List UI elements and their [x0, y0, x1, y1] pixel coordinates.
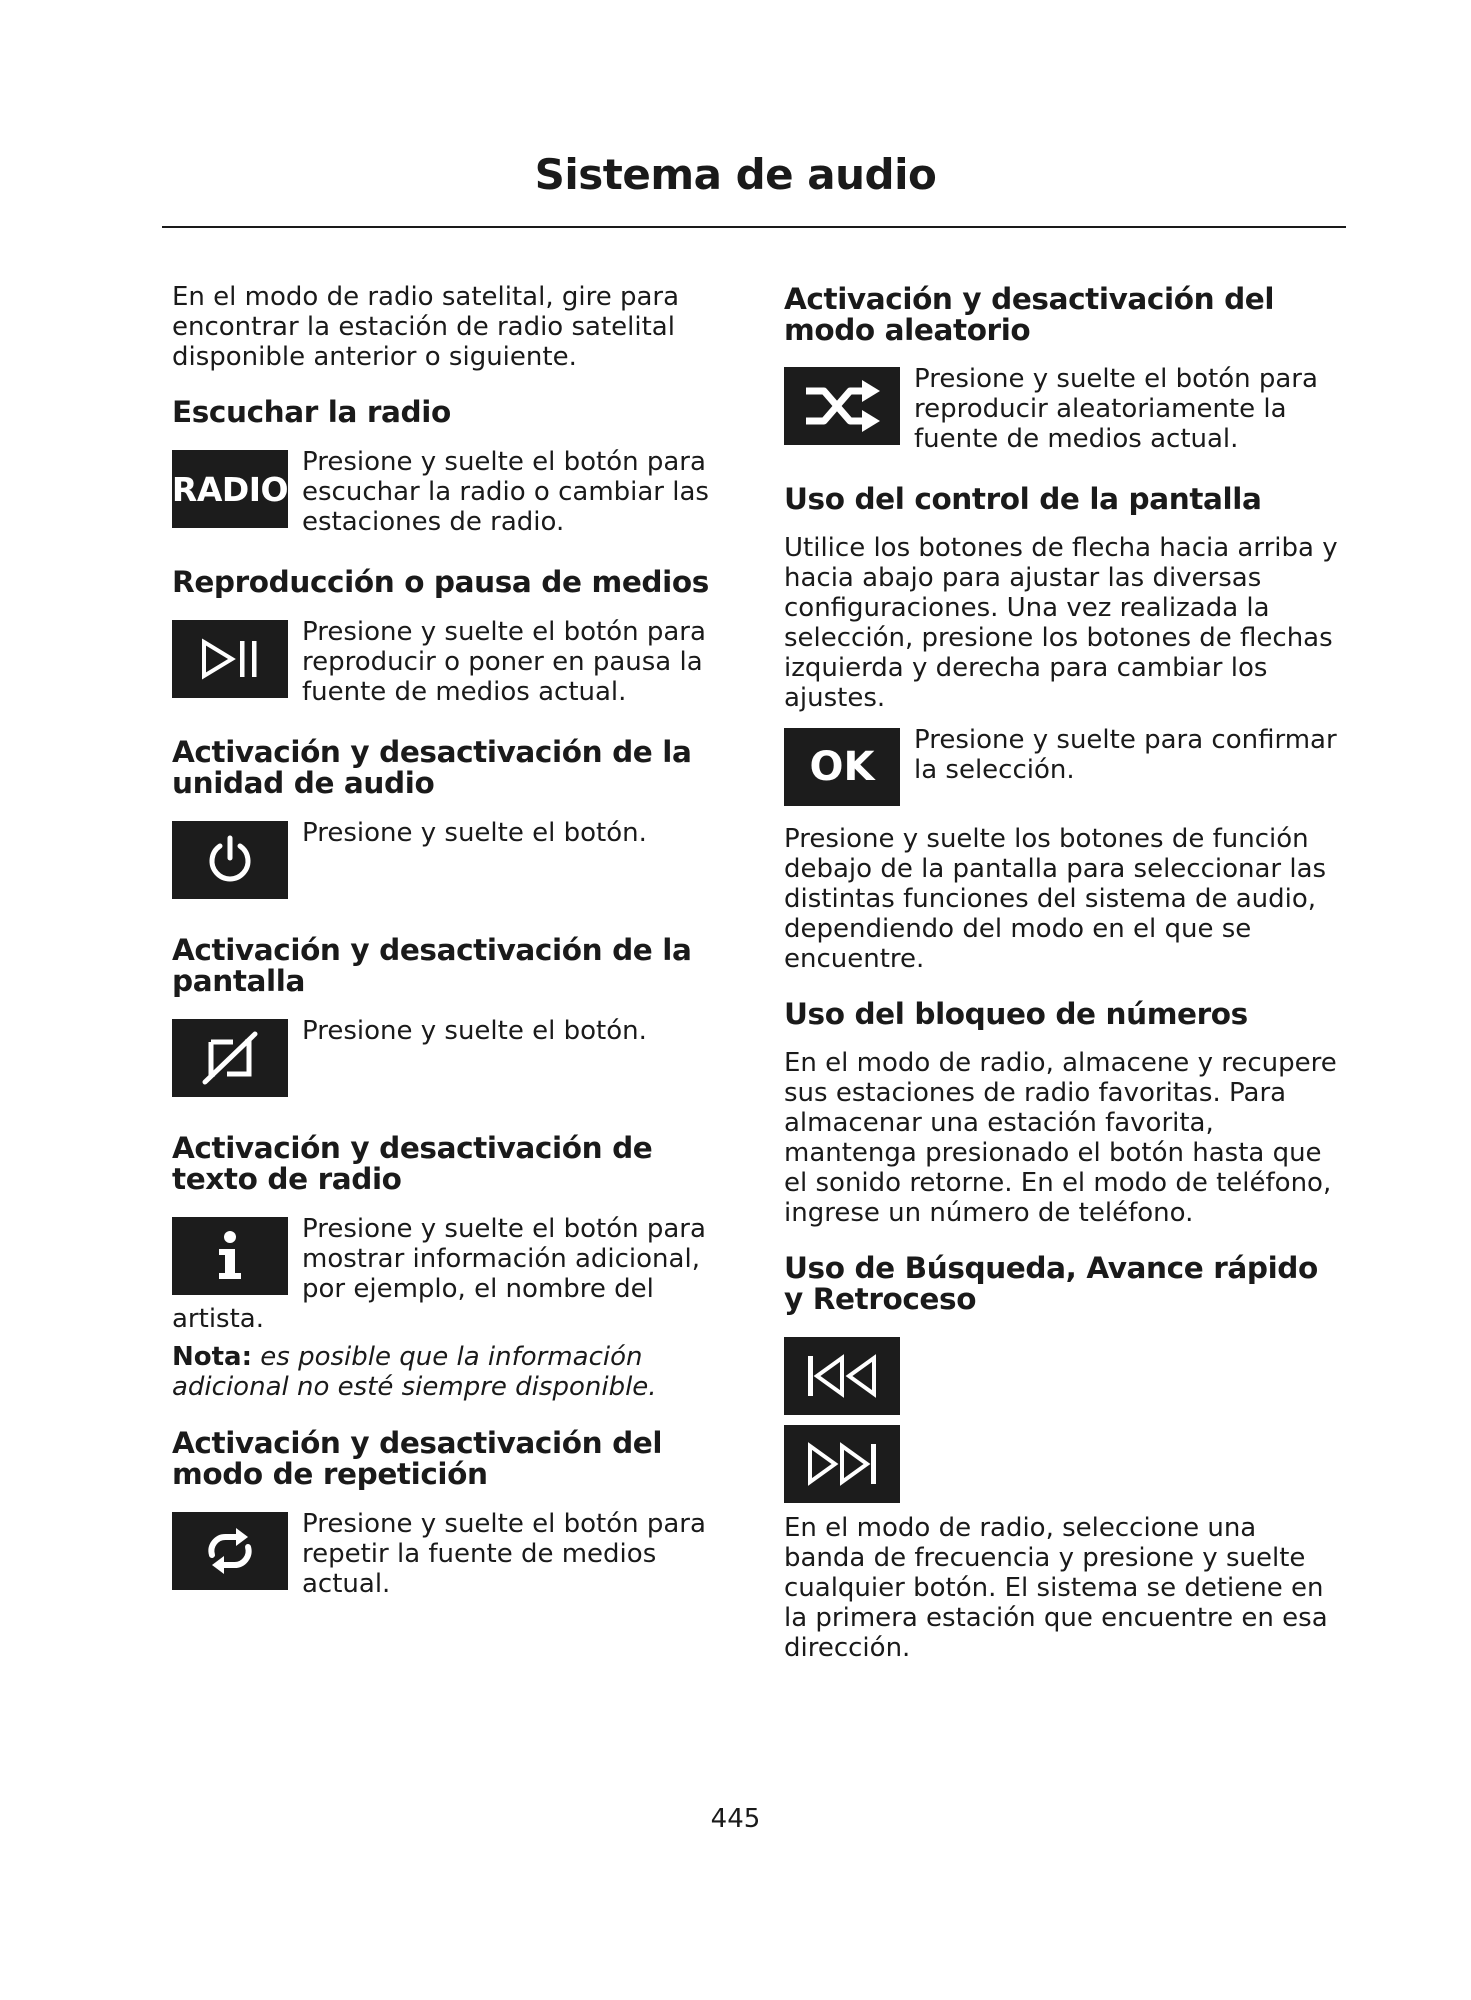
section-screen — [172, 1016, 727, 1103]
shuffle-instruction: Presione y suelte el botón para reproducir aleatoriamente la fuente de medios actual. — [914, 364, 1318, 454]
section-shuffle — [784, 364, 1344, 454]
info-instruction: Presione y suelte el botón para mostrar información adicional, por ejemplo, el nombre del artista. — [172, 1214, 706, 1334]
ok-icon — [784, 728, 900, 806]
note-text: es posible que la información adicional no esté siempre disponible. — [172, 1342, 657, 1402]
heading-unidad-audio: Activación y desactivación de la unidad de audio — [172, 735, 692, 800]
title-divider — [162, 226, 1346, 228]
screen-instruction: Presione y suelte el botón. — [302, 1016, 647, 1046]
page-number: 445 — [710, 1804, 761, 1834]
seek-paragraph: En el modo de radio, seleccione una banda de frecuencia y presione y suelte cualquier botón. El sistema se detiene en la primera estación que encuentre en esa dirección. — [784, 1513, 1328, 1663]
intro-paragraph: En el modo de radio satelital, gire para encontrar la estación de radio satelital disponible anterior o siguiente. — [172, 282, 680, 372]
heading-control-pantalla: Uso del control de la pantalla — [784, 482, 1262, 516]
left-column — [172, 282, 727, 1599]
power-icon — [172, 821, 288, 899]
note-paragraph — [172, 1342, 727, 1402]
number-pad-paragraph: En el modo de radio, almacene y recupere sus estaciones de radio favoritas. Para almacenar una estación favorita, mantenga presionado el botón hasta que el sonido retorne. En el modo de teléfono, ingrese un número de teléfono. — [784, 1048, 1337, 1228]
screen-control-paragraph: Utilice los botones de flecha hacia arriba y hacia abajo para ajustar las diversas configuraciones. Una vez realizada la selección, presione los botones de flechas izquierda y derecha para cambiar los ajustes. — [784, 533, 1338, 713]
repeat-icon — [172, 1512, 288, 1590]
section-play-pause — [172, 617, 727, 707]
section-ok — [784, 725, 1344, 812]
heading-repeticion: Activación y desactivación del modo de repetición — [172, 1426, 663, 1491]
play-pause-icon — [172, 620, 288, 698]
seek-forward-icon — [784, 1425, 900, 1503]
heading-escuchar-radio: Escuchar la radio — [172, 395, 451, 429]
right-column — [784, 282, 1344, 1663]
screen-off-icon — [172, 1019, 288, 1097]
page-title: Sistema de audio — [534, 150, 937, 199]
info-icon — [172, 1217, 288, 1295]
shuffle-icon — [784, 367, 900, 445]
seek-back-icon — [784, 1337, 900, 1415]
radio-instruction: Presione y suelte el botón para escuchar la radio o cambiar las estaciones de radio. — [302, 447, 709, 537]
heading-texto-radio: Activación y desactivación de texto de radio — [172, 1131, 653, 1196]
section-power — [172, 818, 727, 905]
seek-icons — [784, 1337, 1344, 1503]
heading-bloqueo-numeros: Uso del bloqueo de números — [784, 997, 1248, 1031]
section-repeat — [172, 1509, 727, 1599]
function-buttons-paragraph: Presione y suelte los botones de función debajo de la pantalla para seleccionar las distintas funciones del sistema de audio, dependiendo del modo en el que se encuentre. — [784, 824, 1327, 974]
power-instruction: Presione y suelte el botón. — [302, 818, 647, 848]
heading-pantalla: Activación y desactivación de la pantalla — [172, 933, 692, 998]
radio-icon-label: RADIO — [172, 469, 289, 509]
play-pause-instruction: Presione y suelte el botón para reproducir o poner en pausa la fuente de medios actual. — [302, 617, 706, 707]
heading-aleatorio: Activación y desactivación del modo aleatorio — [784, 282, 1275, 347]
repeat-instruction: Presione y suelte el botón para repetir la fuente de medios actual. — [302, 1509, 706, 1599]
ok-icon-label: OK — [809, 744, 875, 790]
heading-reproduccion-pausa: Reproducción o pausa de medios — [172, 565, 709, 599]
ok-instruction: Presione y suelte para confirmar la selección. — [914, 725, 1337, 785]
heading-busqueda: Uso de Búsqueda, Avance rápido y Retroceso — [784, 1251, 1318, 1316]
radio-icon — [172, 450, 288, 528]
note-label: Nota: — [172, 1342, 252, 1372]
section-radio — [172, 447, 727, 537]
section-info — [172, 1214, 727, 1334]
